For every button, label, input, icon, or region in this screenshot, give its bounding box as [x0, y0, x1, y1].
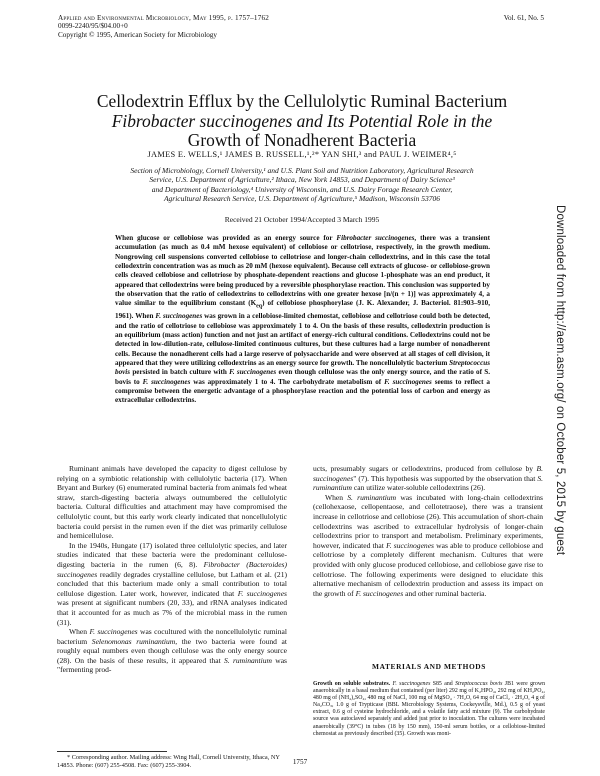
organism-name: Streptococcus bovis — [455, 681, 503, 687]
organism-name: B. succinogenes — [313, 464, 543, 483]
copyright-line: Copyright © 1995, American Society for Microbiology — [58, 30, 217, 39]
issn-line: 0099-2240/95/$04.00+0 — [58, 22, 128, 31]
received-dates: Received 21 October 1994/Accepted 3 March 1995 — [224, 215, 380, 224]
organism-name: Fibrobacter succinogenes — [336, 234, 415, 242]
paragraph-text: was present at significant numbers (20, 33), and rRNA analyses indicated that it accounted for as much as 7% of the microbial mass in the rumen (31). — [57, 598, 287, 627]
paragraph-text: S85 and — [430, 681, 456, 687]
organism-name: F. succinogenes — [384, 377, 432, 386]
paragraph — [57, 541, 287, 627]
paragraph-text: ucts, presumably sugars or cellodextrins, produced from cellulose by — [313, 464, 537, 473]
methods-paragraph — [313, 681, 545, 738]
paragraph — [313, 464, 543, 493]
organism-name: F. succinogenes — [386, 540, 434, 550]
affiliations — [96, 166, 508, 203]
abstract-text: , there was a transient accumulation (as much as 0.4 mM hexose equivalent) of cellobiose or cellotriose, respectively, in the growth medium. Nongrowing cell suspensions converted cellobiose to cellotriose and longer-chain cellodextrins, and in this case the total cellodextrin concentration was as much as 20 mM (hexose equivalent). Because cell extracts of glucose- or cellobiose-grown cells cleaved cellobiose and cellotriose by phosphate-dependent reactions and glucose 1-phosphate was an end product, it appeared that cellodextrins were being produced by a reversible phosphorylase reaction. This conclusion was supported by the observation that the ratio of cellodextrins to cellodextrins with one greater hexose [n/(n + 1)] was approximately 4, a value similar to the equilibrium constant (K — [115, 234, 490, 308]
paragraph — [57, 627, 287, 675]
title-line-2-text: Fibrobacter succinogenes and Its Potential Role in the — [111, 110, 493, 131]
paragraph-text: When — [69, 627, 90, 637]
affiliation-line: and Department of Bacteriology,⁴ University of Wisconsin, and U.S. Dairy Forage Research Center, — [151, 184, 453, 194]
body-column-left — [57, 464, 287, 675]
abstract-text: was grown in a cellobiose-limited chemostat, cellobiose and cellotriose could both be detected, and the ratio of cellotriose to cellobiose was approximately 1 to 4. On the basis of these results, cellodextrin production is an equilibrium (mass action) function and not just an artifact of energy-rich cultural conditions. Cellodextrins could not be detected in low-dilution-rate, cellulose-limited continuous cultures, but these cultures had a large number of nonadherent cells. Because the nonadherent cells had a large reserve of polysaccharide and were observed at all stages of cell division, it appeared that they were utilizing cellodextrins as an energy source for growth. The noncellulolytic bacterium — [115, 312, 491, 367]
organism-name: Streptococcus bovis — [115, 358, 490, 377]
paragraph-text: , the two bacteria were found at roughly equal numbers even though cellulose was the only energy source (28). On the basis of these results, it appeared that — [57, 636, 287, 665]
paragraph-text: and other ruminal bacteria. — [403, 588, 487, 598]
affiliation-line: Agricultural Research Service, U.S. Department of Agriculture,⁵ Madison, Wisconsin 53706 — [163, 193, 441, 203]
volume-issue: Vol. 61, No. 5 — [503, 14, 544, 22]
paragraph-text: " (7). This hypothesis was supported by the observation that — [353, 473, 538, 483]
abstract — [115, 234, 490, 406]
organism-name: F. succinogenes — [155, 312, 203, 321]
paragraph-text: was incubated with long-chain cellodextrins (cellohexaose, cellopentaose, and cellotetraose), there was a transient increase in cellotriose and cellobiose (26). This accumulation of short-chain cellodextrins was ascribed to extracellular hydrolysis of longer-chain cellodextrins prior to transport and metabolism. Preliminary experiments, however, indicated that — [313, 492, 543, 550]
journal-header — [58, 14, 269, 39]
paragraph-text: can utilize water-soluble cellodextrins (26). — [352, 483, 486, 493]
abstract-text: even though cellulose was the only energy source, and the ratio of S. bovis to — [115, 368, 490, 386]
section-heading: MATERIALS AND METHODS — [372, 662, 486, 671]
organism-name: S. ruminantium — [224, 655, 272, 665]
title-line-3: Growth of Nonadherent Bacteria — [187, 130, 417, 150]
paragraph — [313, 493, 543, 599]
organism-name: Fibrobacter (Bacteroides) succinogenes — [57, 559, 287, 579]
abstract-text: was approximately 1 to 4. The carbohydrate metabolism of — [190, 377, 385, 386]
paragraph-text: In the 1940s, Hungate (17) isolated three cellulolytic species, and later studies indicated that these bacteria were the predominant cellulose-digesting bacteria in the rumen (6, 8). — [57, 540, 287, 569]
corresponding-author-footnote: * Corresponding author. Mailing address: Wing Hall, Cornell University, Ithaca, NY 14853. Phone: (607) 255-4508. Fax: (607) 255-3904. — [57, 754, 280, 769]
abstract-text: ) of cellobiose phosphorylase (J. K. Alexander, J. Bacteriol. 81:903–910, 1961). When — [115, 299, 490, 321]
paragraph: Ruminant animals have developed the capacity to digest cellulose by relying on a symbiotic relationship with cellulolytic bacteria (17). When Bryant and Burkey (6) enumerated ruminal bacteria from animals fed wheat straw, starch-digesting bacteria always outnumbered the cellulolytic bacteria. Cultural difficulties and attachment may have compromised the cellulolytic count, but this early work clearly indicated that noncellulolytic bacteria could persist in the rumen even if the diet was primarily cellulose and hemicellulose. — [57, 464, 287, 541]
journal-citation: Applied and Environmental Microbiology, May 1995, p. 1757–1762 — [58, 14, 270, 22]
paragraph-text: readily degrades crystalline cellulose, but Latham et al. (21) concluded that this bacterium made only a small contribution to total cellulose digestion. Later work, however, indicated that — [57, 569, 287, 598]
organism-name: S. ruminantium — [347, 492, 397, 502]
paragraph-text: JB1 were grown anaerobically in a basal medium that contained (per liter) 292 mg of K₂HPO₄, 292 mg of KH₂PO₄, 480 mg of (NH₄)₂SO₄, 480 mg of NaCl, 100 mg of MgSO₄ · 7H₂O, 64 mg of CaCl₂ · 2H₂O, 4 g of Na₂CO₃, 1.0 g of Trypticase (BBL Microbiology Systems, Cockeysville, Md.), 0.5 g of yeast extract, 0.6 g of cysteine hydrochloride, and a volatile fatty acid mixture (9). The carbohydrate source was autoclaved separately and added just prior to inoculation. The cultures were incubated anaerobically (39°C) in tubes (18 by 150 mm), 150-ml serum bottles, or a cellobiose-limited chemostat as previously described (35). Growth was moni- — [313, 681, 546, 737]
article-title — [60, 92, 544, 151]
paragraph-text: was cocultured with the noncellulolytic ruminal bacterium — [57, 627, 287, 646]
subscript: eq — [256, 303, 263, 310]
organism-name: F. succinogenes — [355, 588, 404, 598]
organism-name: S. ruminantium — [313, 473, 543, 493]
organism-name: F. succinogenes — [142, 377, 191, 386]
abstract-text: persisted in batch culture with — [130, 368, 230, 377]
download-watermark[interactable]: Downloaded from http://aem.asm.org/ on October 5, 2015 by guest — [554, 205, 566, 556]
body-column-right — [313, 464, 543, 598]
footnote-rule — [57, 751, 167, 752]
page-number: 1757 — [292, 758, 308, 766]
affiliation-line: Service, U.S. Department of Agriculture,² Ithaca, New York 14853, and Department of Dairy Science³ — [149, 175, 455, 185]
organism-name: F. succinogenes — [89, 627, 138, 637]
title-line-1: Cellodextrin Efflux by the Cellulolytic Ruminal Bacterium — [96, 91, 508, 111]
subsection-lead: Growth on soluble substrates. — [313, 681, 391, 687]
paragraph-text: was "fermenting prod- — [57, 655, 287, 675]
organism-name: F. succinogenes — [229, 368, 277, 377]
organism-name: F. succinogenes — [392, 681, 431, 687]
abstract-text: seems to reflect a compromise between the energetic advantage of a phosphorylase reaction and the potential loss of carbon and energy as extracellular cellodextrins. — [115, 377, 490, 405]
organism-name: Selenomonas ruminantium — [91, 636, 176, 646]
paragraph-text: was able to produce cellobiose and cellotriose by a completely different mechanism. Cultures that were provided with only glucose produced cellobiose, and cellobiose gave rise to cellotriose. The following experiments were designed to elucidate this alternative mechanism of cellodextrin production and assess its impact on the growth of — [313, 540, 543, 598]
author-list: JAMES E. WELLS,¹ JAMES B. RUSSELL,¹,²* YAN SHI,³ and PAUL J. WEIMER⁴,⁵ — [147, 150, 457, 159]
organism-name: F. succinogenes — [237, 588, 287, 598]
abstract-text: When glucose or cellobiose was provided as an energy source for — [115, 234, 337, 242]
title-line-2 — [60, 112, 544, 132]
affiliation-line: Section of Microbiology, Cornell University,¹ and U.S. Plant Soil and Nutrition Laboratory, Agricultural Research — [130, 166, 474, 175]
paragraph-text: When — [325, 492, 348, 502]
